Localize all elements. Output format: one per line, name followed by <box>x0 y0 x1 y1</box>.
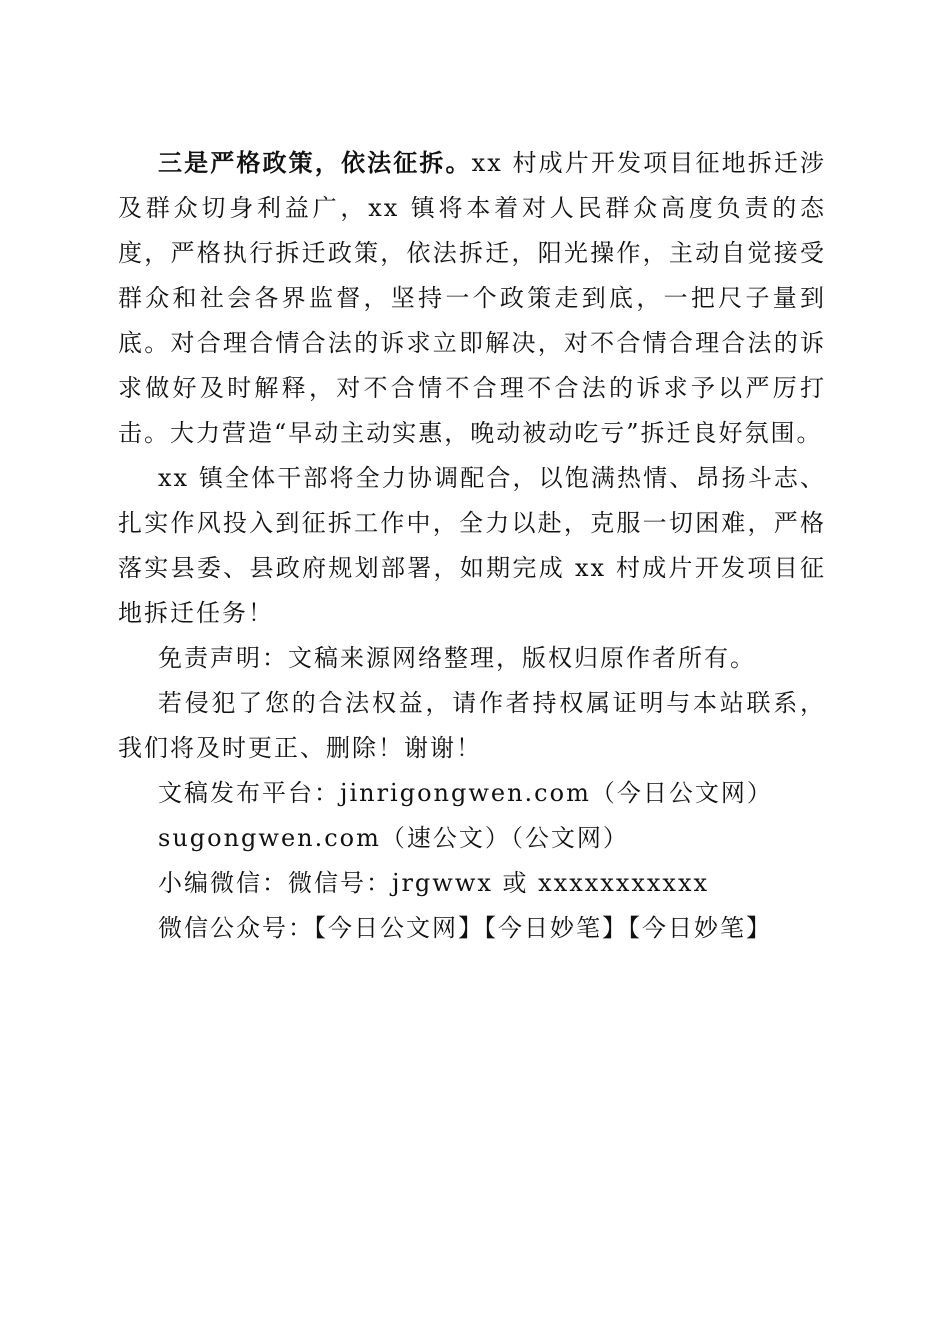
paragraph-body: xx 村成片开发项目征地拆迁涉及群众切身利益广，xx 镇将本着对人民群众高度负责的态度，严格执行拆迁政策，依法拆迁，阳光操作，主动自觉接受群众和社会各界监督，坚持一个政策走到底，一把尺子量到底。对合理合情合法的诉求立即解决，对不合情合理合法的诉求做好及时解释，对不合情不合理不合法的诉求予以严厉打击。大力营造“早动主动实惠，晚动被动吃亏”拆迁良好氛围。 <box>118 149 827 447</box>
infringement-notice: 若侵犯了您的合法权益，请作者持权属证明与本站联系，我们将及时更正、删除！谢谢！ <box>118 689 826 762</box>
paragraph-policy <box>118 140 826 456</box>
official-account-line: 微信公众号：【今日公文网】【今日妙笔】【今日妙笔】 <box>158 914 772 942</box>
paragraph-cadres: xx 镇全体干部将全力协调配合，以饱满热情、昂扬斗志、扎实作风投入到征拆工作中，全力以赴，克服一切困难，严格落实县委、县政府规划部署，如期完成 xx 村成片开发项目征地拆迁任务！ <box>118 464 826 627</box>
platform-line: 文稿发布平台：jinrigongwen.com（今日公文网） <box>158 779 773 807</box>
disclaimer-text: 免责声明：文稿来源网络整理，版权归原作者所有。 <box>158 644 756 672</box>
paragraph-lead: 三是严格政策，依法征拆。 <box>158 148 472 177</box>
wechat-line: 小编微信：微信号：jrgwwx 或 xxxxxxxxxxx <box>158 869 710 897</box>
platform-line-2: sugongwen.com（速公文）（公文网） <box>158 824 629 852</box>
document-page <box>118 140 826 951</box>
